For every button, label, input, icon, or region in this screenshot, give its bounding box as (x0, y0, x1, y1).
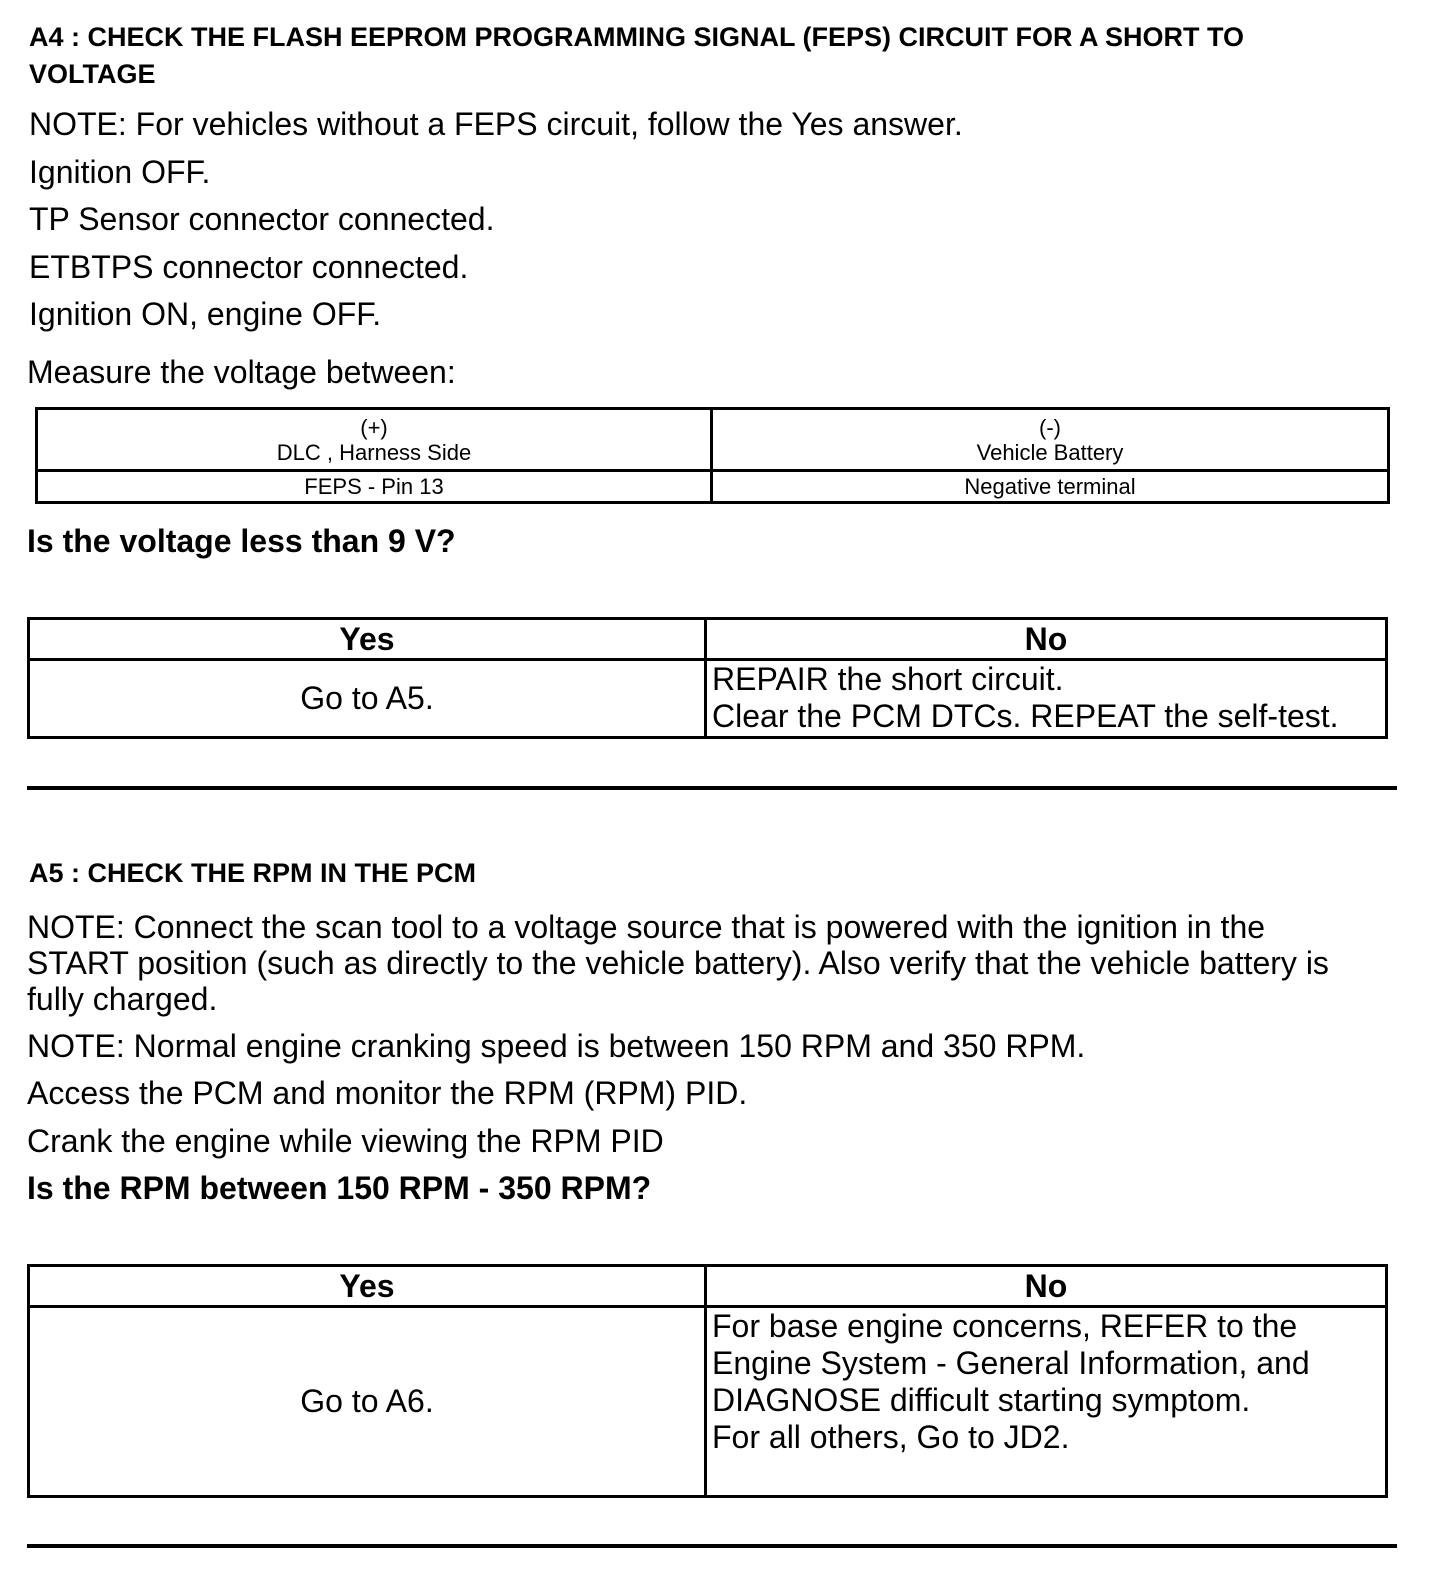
a5-yes-header: Yes (29, 1266, 706, 1307)
measurement-header-row (37, 409, 1389, 471)
a5-note-line-1: NOTE: Connect the scan tool to a voltage source that is powered with the ignition in the (27, 909, 1266, 945)
a4-heading-line-2: VOLTAGE (29, 59, 156, 89)
minus-terminal-header (712, 409, 1389, 471)
minus-symbol: (-) (1039, 414, 1061, 440)
a4-step-4: ETBTPS connector connected. (29, 249, 469, 285)
a5-step-2: Access the PCM and monitor the RPM (RPM) PID. (27, 1075, 748, 1111)
a4-measure-text: Measure the voltage between: (27, 354, 456, 390)
a4-step-5: Ignition ON, engine OFF. (29, 296, 382, 332)
a5-step-3: Crank the engine while viewing the RPM PID (27, 1123, 664, 1159)
a4-step-3: TP Sensor connector connected. (29, 201, 495, 237)
a4-step-1: NOTE: For vehicles without a FEPS circuit, follow the Yes answer. (29, 106, 963, 142)
a5-no-header: No (706, 1266, 1387, 1307)
a4-no-header: No (706, 619, 1387, 660)
a5-question: Is the RPM between 150 RPM - 350 RPM? (27, 1170, 652, 1206)
section-divider (27, 786, 1397, 790)
a5-no-action (706, 1307, 1387, 1497)
a4-answer-row (29, 660, 1387, 738)
a5-yes-action: Go to A6. (29, 1307, 706, 1497)
a4-yes-action: Go to A5. (29, 660, 706, 738)
a4-no-line-1: REPAIR the short circuit. (712, 661, 1064, 697)
plus-symbol: (+) (360, 414, 388, 440)
a4-answer-table (27, 617, 1388, 739)
a4-step-2: Ignition OFF. (29, 154, 211, 190)
a4-no-action (706, 660, 1387, 738)
measurement-table (35, 407, 1390, 504)
measurement-value-row (37, 471, 1389, 503)
a5-no-line-4: For all others, Go to JD2. (712, 1419, 1070, 1455)
a5-no-line-1: For base engine concerns, REFER to the (712, 1308, 1298, 1344)
a4-answer-header-row (29, 619, 1387, 660)
a4-no-line-2: Clear the PCM DTCs. REPEAT the self-test. (712, 698, 1339, 734)
a4-question: Is the voltage less than 9 V? (27, 523, 456, 559)
a5-note-line-3: fully charged. (27, 981, 218, 1017)
a5-no-line-3: DIAGNOSE difficult starting symptom. (712, 1382, 1251, 1418)
a5-note (27, 909, 1427, 1017)
a5-step-1: NOTE: Normal engine cranking speed is between 150 RPM and 350 RPM. (27, 1028, 1086, 1064)
minus-label: Vehicle Battery (976, 439, 1124, 465)
bottom-divider (27, 1544, 1397, 1548)
a4-heading (29, 19, 1419, 93)
a5-no-line-2: Engine System - General Information, and (712, 1345, 1310, 1381)
a5-answer-table (27, 1264, 1388, 1498)
a5-note-line-2: START position (such as directly to the vehicle battery). Also verify that the vehicle battery is (27, 945, 1329, 981)
plus-terminal-header (37, 409, 712, 471)
a5-heading: A5 : CHECK THE RPM IN THE PCM (29, 858, 477, 888)
plus-terminal-value: FEPS - Pin 13 (37, 471, 712, 503)
a5-answer-header-row (29, 1266, 1387, 1307)
plus-label: DLC , Harness Side (276, 439, 472, 465)
minus-terminal-value: Negative terminal (712, 471, 1389, 503)
a4-yes-header: Yes (29, 619, 706, 660)
a4-heading-line-1: A4 : CHECK THE FLASH EEPROM PROGRAMMING SIGNAL (FEPS) CIRCUIT FOR A SHORT TO (29, 22, 1245, 52)
a5-answer-row (29, 1307, 1387, 1497)
